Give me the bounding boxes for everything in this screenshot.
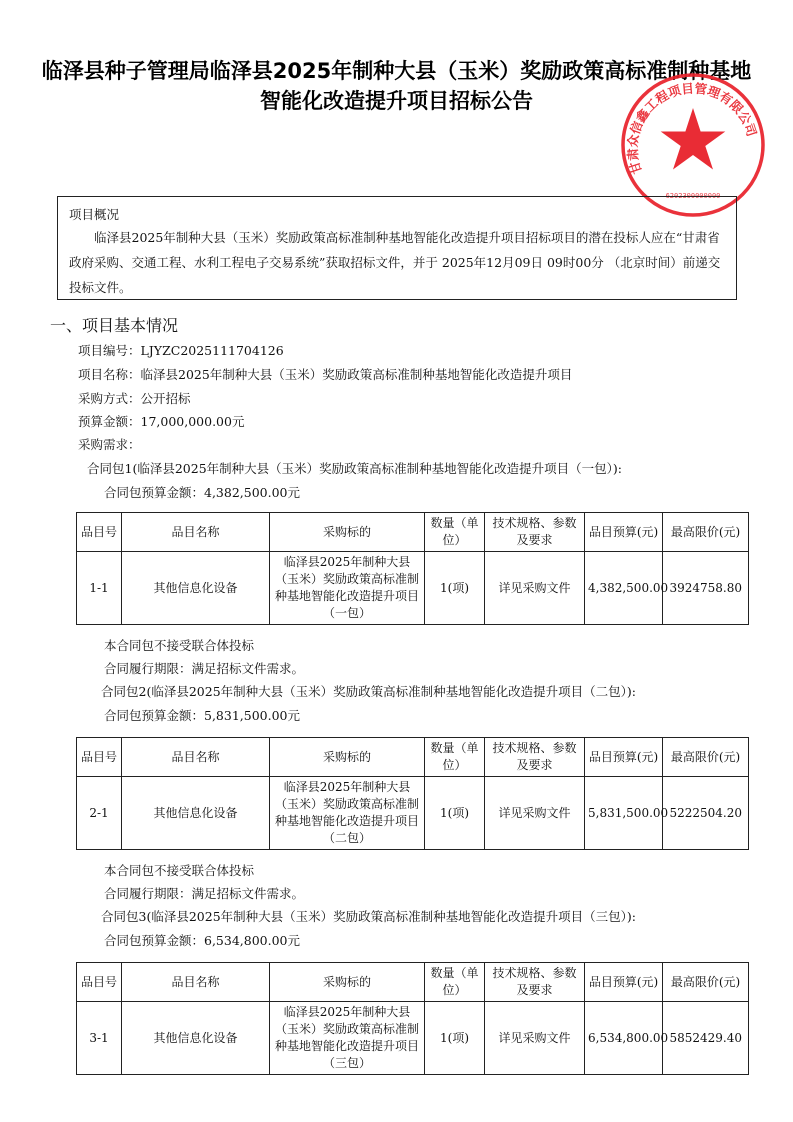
cell-target: 临泽县2025年制种大县（玉米）奖励政策高标准制种基地智能化改造提升项目（三包） bbox=[270, 1002, 425, 1075]
table-row bbox=[77, 777, 749, 850]
seal-star-icon bbox=[661, 108, 726, 170]
package-table bbox=[76, 962, 749, 1075]
header-budget: 品目预算(元) bbox=[585, 738, 663, 777]
cell-item-name: 其他信息化设备 bbox=[122, 552, 270, 625]
package-budget: 合同包预算金额：6,534,800.00元 bbox=[104, 933, 300, 948]
header-spec: 技术规格、参数及要求 bbox=[485, 738, 585, 777]
package-table bbox=[76, 737, 749, 850]
table-row bbox=[77, 1002, 749, 1075]
header-quantity: 数量（单位） bbox=[425, 738, 485, 777]
cell-item-name: 其他信息化设备 bbox=[122, 1002, 270, 1075]
overview-box bbox=[57, 196, 737, 300]
header-spec: 技术规格、参数及要求 bbox=[485, 963, 585, 1002]
header-target: 采购标的 bbox=[270, 963, 425, 1002]
project-number: 项目编号：LJYZC2025111704126 bbox=[78, 343, 284, 358]
header-budget: 品目预算(元) bbox=[585, 513, 663, 552]
package-table bbox=[76, 512, 749, 625]
cell-target: 临泽县2025年制种大县（玉米）奖励政策高标准制种基地智能化改造提升项目（二包） bbox=[270, 777, 425, 850]
cell-spec: 详见采购文件 bbox=[485, 1002, 585, 1075]
cell-budget: 4,382,500.00 bbox=[585, 552, 663, 625]
cell-item-name: 其他信息化设备 bbox=[122, 777, 270, 850]
overview-text: 临泽县2025年制种大县（玉米）奖励政策高标准制种基地智能化改造提升项目招标项目的潜在投标人应在“甘肃省政府采购、交通工程、水利工程电子交易系统”获取招标文件，并于 2025年12月09日 09时00分 （北京时间）前递交投标文件。 bbox=[69, 230, 721, 295]
header-max-price: 最高限价(元) bbox=[663, 963, 749, 1002]
cell-quantity: 1(项) bbox=[425, 552, 485, 625]
cell-quantity: 1(项) bbox=[425, 777, 485, 850]
overview-title: 项目概况 bbox=[69, 207, 120, 222]
package-title: 合同包2(临泽县2025年制种大县（玉米）奖励政策高标准制种基地智能化改造提升项目（二包）): bbox=[101, 684, 636, 699]
header-item-name: 品目名称 bbox=[122, 738, 270, 777]
page-title-line-1: 临泽县种子管理局临泽县2025年制种大县（玉米）奖励政策高标准制种基地 bbox=[41, 59, 752, 83]
header-spec: 技术规格、参数及要求 bbox=[485, 513, 585, 552]
package-budget: 合同包预算金额：4,382,500.00元 bbox=[104, 485, 300, 500]
header-target: 采购标的 bbox=[270, 738, 425, 777]
joint-bid-note: 本合同包不接受联合体投标 bbox=[104, 863, 255, 878]
procurement-method: 采购方式：公开招标 bbox=[78, 391, 191, 406]
header-item-no: 品目号 bbox=[77, 963, 122, 1002]
package-budget: 合同包预算金额：5,831,500.00元 bbox=[104, 708, 300, 723]
budget-amount: 预算金额：17,000,000.00元 bbox=[78, 414, 245, 429]
cell-max-price: 5222504.20 bbox=[663, 777, 749, 850]
contract-period: 合同履行期限：满足招标文件需求。 bbox=[104, 886, 305, 901]
header-quantity: 数量（单位） bbox=[425, 963, 485, 1002]
project-name: 项目名称：临泽县2025年制种大县（玉米）奖励政策高标准制种基地智能化改造提升项目 bbox=[78, 367, 573, 382]
header-item-name: 品目名称 bbox=[122, 513, 270, 552]
header-max-price: 最高限价(元) bbox=[663, 738, 749, 777]
cell-max-price: 3924758.80 bbox=[663, 552, 749, 625]
joint-bid-note: 本合同包不接受联合体投标 bbox=[104, 638, 255, 653]
cell-max-price: 5852429.40 bbox=[663, 1002, 749, 1075]
cell-item-no: 1-1 bbox=[77, 552, 122, 625]
table-row bbox=[77, 552, 749, 625]
package-title: 合同包3(临泽县2025年制种大县（玉米）奖励政策高标准制种基地智能化改造提升项目（三包）): bbox=[101, 909, 636, 924]
procurement-demand: 采购需求： bbox=[78, 437, 141, 452]
section-heading: 一、项目基本情况 bbox=[50, 316, 179, 335]
cell-item-no: 2-1 bbox=[77, 777, 122, 850]
cell-budget: 6,534,800.00 bbox=[585, 1002, 663, 1075]
header-target: 采购标的 bbox=[270, 513, 425, 552]
seal-text: 甘肃众信鑫工程项目管理有限公司 bbox=[624, 80, 760, 176]
header-item-name: 品目名称 bbox=[122, 963, 270, 1002]
cell-spec: 详见采购文件 bbox=[485, 552, 585, 625]
package-title: 合同包1(临泽县2025年制种大县（玉米）奖励政策高标准制种基地智能化改造提升项目（一包）): bbox=[87, 461, 622, 476]
seal-code: 6202300000000 bbox=[665, 192, 721, 200]
page-title-line-2: 智能化改造提升项目招标公告 bbox=[260, 89, 533, 113]
header-quantity: 数量（单位） bbox=[425, 513, 485, 552]
cell-spec: 详见采购文件 bbox=[485, 777, 585, 850]
contract-period: 合同履行期限：满足招标文件需求。 bbox=[104, 661, 305, 676]
cell-quantity: 1(项) bbox=[425, 1002, 485, 1075]
header-item-no: 品目号 bbox=[77, 513, 122, 552]
header-max-price: 最高限价(元) bbox=[663, 513, 749, 552]
cell-target: 临泽县2025年制种大县（玉米）奖励政策高标准制种基地智能化改造提升项目（一包） bbox=[270, 552, 425, 625]
cell-budget: 5,831,500.00 bbox=[585, 777, 663, 850]
cell-item-no: 3-1 bbox=[77, 1002, 122, 1075]
header-item-no: 品目号 bbox=[77, 738, 122, 777]
header-budget: 品目预算(元) bbox=[585, 963, 663, 1002]
